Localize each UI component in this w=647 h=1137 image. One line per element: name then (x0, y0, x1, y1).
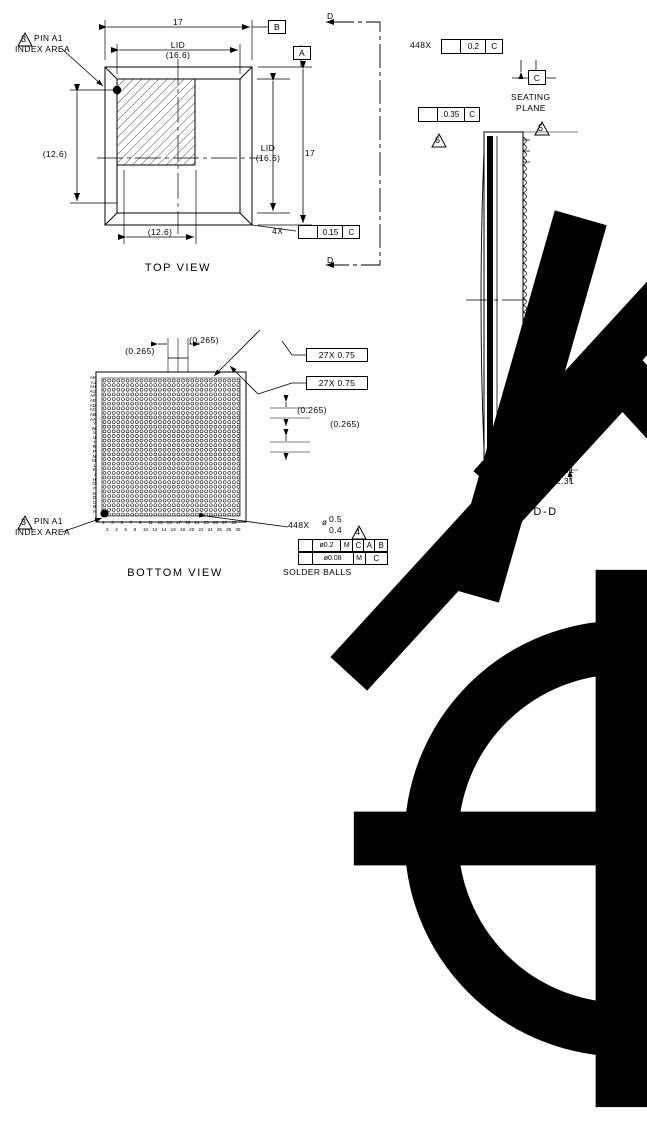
note-flag-6: 6 (435, 135, 441, 145)
left-dim-body: (12.6) (42, 149, 68, 159)
column-designator: 5 (120, 520, 124, 525)
column-designator: 29 (231, 520, 237, 525)
coplanarity-datum: C (491, 42, 498, 51)
row-designator: AC (89, 407, 96, 413)
column-designator: 22 (198, 527, 204, 532)
row-designator: AK (89, 375, 96, 380)
column-designator: 19 (185, 520, 191, 525)
right-dim-lid-value: (16.6) (255, 153, 281, 163)
pin-a1-note-bottom-line2: INDEX AREA (15, 527, 71, 537)
position-modifier-2: M (354, 553, 366, 564)
coplanarity-value: 0.2 (461, 40, 486, 53)
ball-count: 448X (288, 520, 310, 530)
right-dim-overall: 17 (304, 148, 316, 158)
column-designator: 1 (102, 520, 105, 525)
column-designator: 20 (189, 527, 195, 532)
row-designator: U (92, 435, 96, 441)
column-designator: 4 (115, 527, 118, 532)
note-flag-5: 5 (538, 123, 544, 133)
seating-plane-line1: SEATING (511, 92, 551, 102)
row-designator: B (92, 504, 96, 510)
side-view-title: VIEW D-D (494, 506, 558, 518)
note-flag-3-top: 3 (21, 34, 27, 44)
seating-plane-line2: PLANE (516, 103, 546, 113)
datum-b-frame: B (268, 20, 286, 34)
column-designator: 12 (152, 527, 158, 532)
position-datum-2: C (373, 554, 380, 563)
top-dim-lid-value: (16.6) (165, 50, 191, 60)
row-designator: G (92, 481, 96, 487)
datum-c-frame: C (528, 70, 546, 85)
top-view-title: TOP VIEW (144, 262, 212, 274)
coplanarity-count: 448X (410, 40, 432, 50)
ball-span-2: 27X 0.75 (306, 376, 368, 390)
row-designator: P (92, 448, 96, 454)
column-designator: 3 (111, 520, 114, 525)
column-designator: 16 (170, 527, 176, 532)
bottom-dim-body: (12.6) (147, 227, 173, 237)
row-designator: H (92, 476, 96, 482)
column-designator: 10 (142, 527, 149, 532)
row-designator: A (92, 508, 96, 514)
flatness-value: 0.15 (318, 226, 343, 238)
position-datum-1b: A (364, 540, 375, 551)
column-designator: 11 (148, 520, 153, 525)
ball-diameter-symbol: ø (322, 518, 328, 527)
column-designator: 24 (207, 527, 213, 532)
row-designator: AB (89, 411, 96, 417)
section-label-d-top: D (327, 11, 334, 21)
row-designator: M (92, 458, 96, 464)
ball-height-lower: 0.2 (539, 450, 553, 460)
pin-a1-note-top-line2: INDEX AREA (15, 44, 71, 54)
position-value-1: ø0.2 (313, 540, 342, 551)
right-dim-lid-label: LID (260, 143, 276, 153)
row-designator: J (93, 472, 96, 478)
column-designator: 25 (212, 520, 218, 525)
row-designator: AA (89, 416, 96, 422)
parallelism-value: 0.35 (438, 108, 465, 121)
ball-diameter-lower: 0.4 (329, 525, 343, 535)
bottom-view-title: BOTTOM VIEW (127, 567, 223, 579)
pin-a1-note-bottom-line1: PIN A1 (34, 516, 63, 526)
ball-span-1: 27X 0.75 (306, 348, 368, 362)
column-designator: 30 (235, 527, 241, 532)
column-designator: 17 (175, 520, 182, 525)
column-designator: 27 (222, 520, 228, 525)
column-designator: 18 (179, 527, 186, 532)
row-designator: R (92, 444, 96, 450)
row-designator: C (92, 499, 96, 505)
row-designator: AJ (90, 379, 96, 385)
pitch-mid: (0.265) (297, 405, 327, 415)
ball-height-upper: 0.4 (539, 439, 553, 449)
column-designator: 8 (133, 527, 137, 532)
column-designator: 26 (216, 527, 222, 532)
parallelism-datum: C (469, 110, 476, 119)
position-modifier-1: M (341, 540, 353, 551)
position-datum-1c: B (378, 541, 384, 550)
column-designator: 21 (194, 520, 200, 525)
pitch-top-right: (0.265) (189, 335, 219, 345)
row-designator: L (93, 462, 96, 468)
flatness-datum: C (348, 227, 355, 237)
row-designator: T (93, 439, 96, 445)
row-designator: K (92, 467, 96, 473)
row-designator: AE (89, 398, 96, 404)
top-dim-overall: 17 (172, 17, 184, 27)
row-designator: W (91, 425, 96, 431)
column-designator: 28 (226, 527, 232, 532)
package-height-lower: 2.31 (556, 476, 575, 486)
row-designator: E (92, 490, 96, 496)
row-designator: N (92, 453, 96, 459)
column-designator: 7 (129, 520, 133, 525)
column-designator: 9 (138, 520, 142, 525)
note-flag-3-bottom: 3 (21, 517, 27, 527)
row-designator: Y (92, 421, 96, 427)
ball-diameter-upper: 0.5 (329, 514, 343, 524)
column-designator: 14 (161, 527, 167, 532)
datum-a-frame: A (293, 46, 311, 60)
row-designator: AD (89, 402, 96, 408)
column-designator: 13 (157, 520, 163, 525)
pitch-top-left: (0.265) (125, 346, 155, 356)
pitch-low: (0.265) (330, 419, 360, 429)
row-designator: V (92, 430, 96, 436)
row-designator: AG (89, 388, 96, 394)
solder-balls-label: SOLDER BALLS (283, 567, 352, 577)
column-designator: 6 (124, 527, 128, 532)
position-datum-1a: C (353, 540, 364, 551)
top-dim-lid-label: LID (170, 40, 186, 50)
row-designator: AH (89, 384, 96, 390)
row-designator: AF (90, 393, 96, 399)
package-height-upper: 2.61 (556, 465, 575, 475)
row-designator: F (93, 485, 96, 491)
column-designator: 15 (166, 520, 172, 525)
position-value-2: ø0.08 (313, 553, 354, 564)
note-flag-4: 4 (355, 527, 361, 537)
pin-a1-note-top-line1: PIN A1 (34, 33, 63, 43)
flatness-count: 4X (272, 226, 284, 236)
section-label-d-bottom: D (327, 255, 334, 265)
column-designator: 23 (203, 520, 209, 525)
column-designator: 2 (106, 527, 109, 532)
row-designator: D (92, 495, 96, 501)
